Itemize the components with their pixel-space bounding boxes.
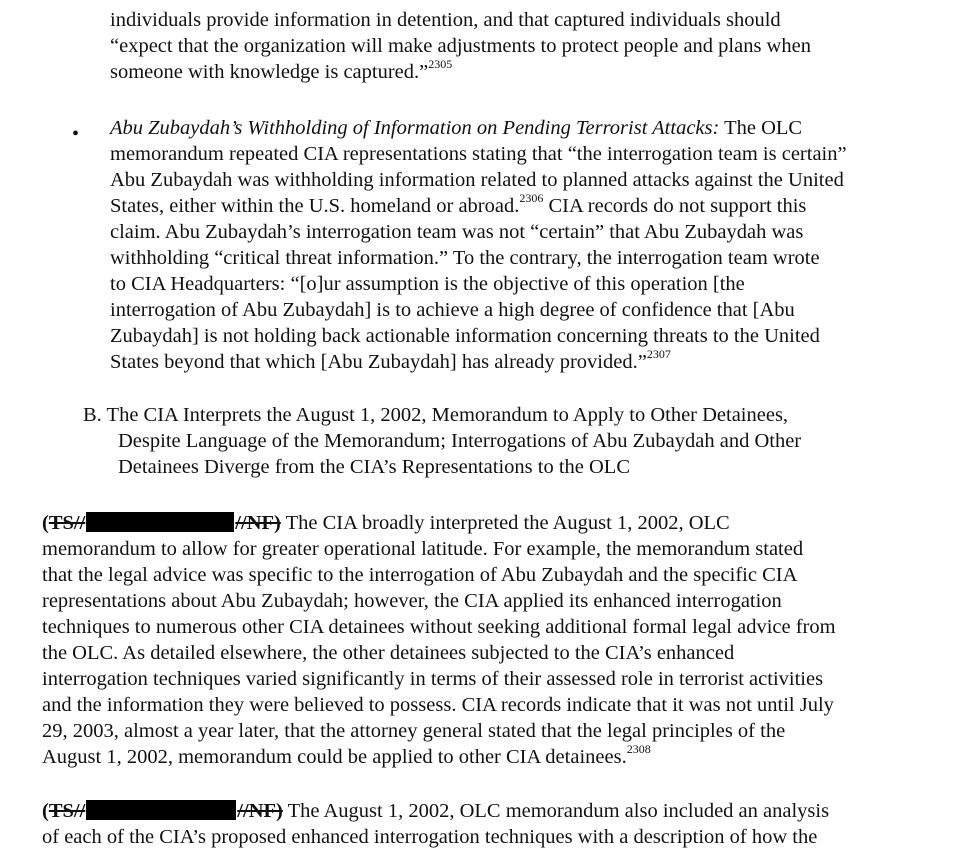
text: Zubaydah] is not holding back actionable information concerning threats to the United (110, 325, 820, 347)
bullet-line-1 (110, 115, 802, 141)
text: B. The CIA Interprets the August 1, 2002, Memorandum to Apply to Other Detainees, (83, 404, 789, 426)
text: that the legal advice was specific to the interrogation of Abu Zubaydah and the specific CIA (42, 564, 798, 586)
para1-line-6 (42, 640, 734, 666)
bullet-heading: Abu Zubaydah’s Withholding of Information on Pending Terrorist Attacks: (110, 117, 720, 139)
text: August 1, 2002, memorandum could be applied to other CIA detainees. (42, 746, 627, 768)
text: and the information they were believed to possess. CIA records indicate that it was not until July (42, 694, 834, 716)
text: The OLC (719, 117, 803, 139)
para1-line-1 (42, 510, 730, 536)
text: 29, 2003, almost a year later, that the attorney general stated that the legal principles of the (42, 720, 786, 742)
footnote-ref[interactable]: 2307 (646, 347, 671, 362)
bullet-line-5 (110, 219, 803, 245)
footnote-ref[interactable]: 2306 (519, 191, 544, 206)
top-line-2 (110, 33, 811, 59)
classification-open: TS// (48, 800, 86, 822)
text: Abu Zubaydah was withholding information related to planned attacks against the United (110, 169, 844, 191)
text: of each of the CIA’s proposed enhanced interrogation techniques with a description of how the (42, 826, 818, 848)
bullet-line-8 (110, 297, 795, 323)
bullet-line-4 (110, 193, 806, 219)
section-heading-line-3 (118, 454, 630, 480)
text: States beyond that which [Abu Zubaydah] has already provided.” (110, 351, 647, 373)
classification-marking: (TS// (42, 800, 86, 822)
text: The CIA broadly interpreted the August 1, 2002, OLC (280, 512, 730, 534)
classification-open: TS// (48, 512, 86, 534)
text: to CIA Headquarters: “[o]ur assumption is the objective of this operation [the (110, 273, 745, 295)
text: interrogation techniques varied significantly in terms of their assessed role in terrorist activities (42, 668, 824, 690)
footnote-ref[interactable]: 2308 (626, 742, 651, 757)
text: withholding “critical threat information.” To the contrary, the interrogation team wrote (110, 247, 820, 269)
text: memorandum to allow for greater operational latitude. For example, the memorandum stated (42, 538, 804, 560)
para1-line-7 (42, 666, 823, 692)
text: techniques to numerous other CIA detainees without seeking additional formal legal advice from (42, 616, 836, 638)
classification-close: //NF) (235, 512, 281, 534)
footnote-ref[interactable]: 2305 (428, 57, 453, 72)
text: representations about Abu Zubaydah; however, the CIA applied its enhanced interrogation (42, 590, 782, 612)
redaction-block (86, 512, 234, 532)
section-heading-line-1 (83, 402, 788, 428)
redaction-block (86, 800, 236, 820)
classification-marking: (TS// (42, 512, 86, 534)
para2-line-2 (42, 824, 817, 850)
bullet-line-2 (110, 141, 847, 167)
top-line-3 (110, 59, 452, 85)
para1-line-5 (42, 614, 836, 640)
para1-line-2 (42, 536, 803, 562)
bullet-marker: • (72, 123, 80, 145)
text: CIA records do not support this (543, 195, 807, 217)
bullet-line-6 (110, 245, 820, 271)
para1-line-8 (42, 692, 834, 718)
text: The August 1, 2002, OLC memorandum also included an analysis (282, 800, 830, 822)
section-heading-line-2 (118, 428, 801, 454)
bullet-line-7 (110, 271, 745, 297)
text: the OLC. As detailed elsewhere, the other detainees subjected to the CIA’s enhanced (42, 642, 735, 664)
text: claim. Abu Zubaydah’s interrogation team was not “certain” that Abu Zubaydah was (110, 221, 804, 243)
text: memorandum repeated CIA representations stating that “the interrogation team is certain” (110, 143, 847, 165)
para2-line-1 (42, 798, 829, 824)
classification-close: //NF) (237, 800, 283, 822)
text: “expect that the organization will make adjustments to protect people and plans when (110, 35, 811, 57)
text: someone with knowledge is captured.” (110, 61, 429, 83)
text: individuals provide information in detention, and that captured individuals should (110, 9, 781, 31)
bullet-line-9 (110, 323, 820, 349)
bullet-line-3 (110, 167, 844, 193)
para1-line-4 (42, 588, 782, 614)
text: Detainees Diverge from the CIA’s Representations to the OLC (118, 456, 630, 478)
para1-line-3 (42, 562, 797, 588)
text: Despite Language of the Memorandum; Interrogations of Abu Zubaydah and Other (118, 430, 802, 452)
para1-line-10 (42, 744, 651, 770)
text: States, either within the U.S. homeland or abroad. (110, 195, 520, 217)
para1-line-9 (42, 718, 785, 744)
top-line-1 (110, 7, 781, 33)
text: interrogation of Abu Zubaydah] is to achieve a high degree of confidence that [Abu (110, 299, 795, 321)
bullet-line-10 (110, 349, 671, 375)
